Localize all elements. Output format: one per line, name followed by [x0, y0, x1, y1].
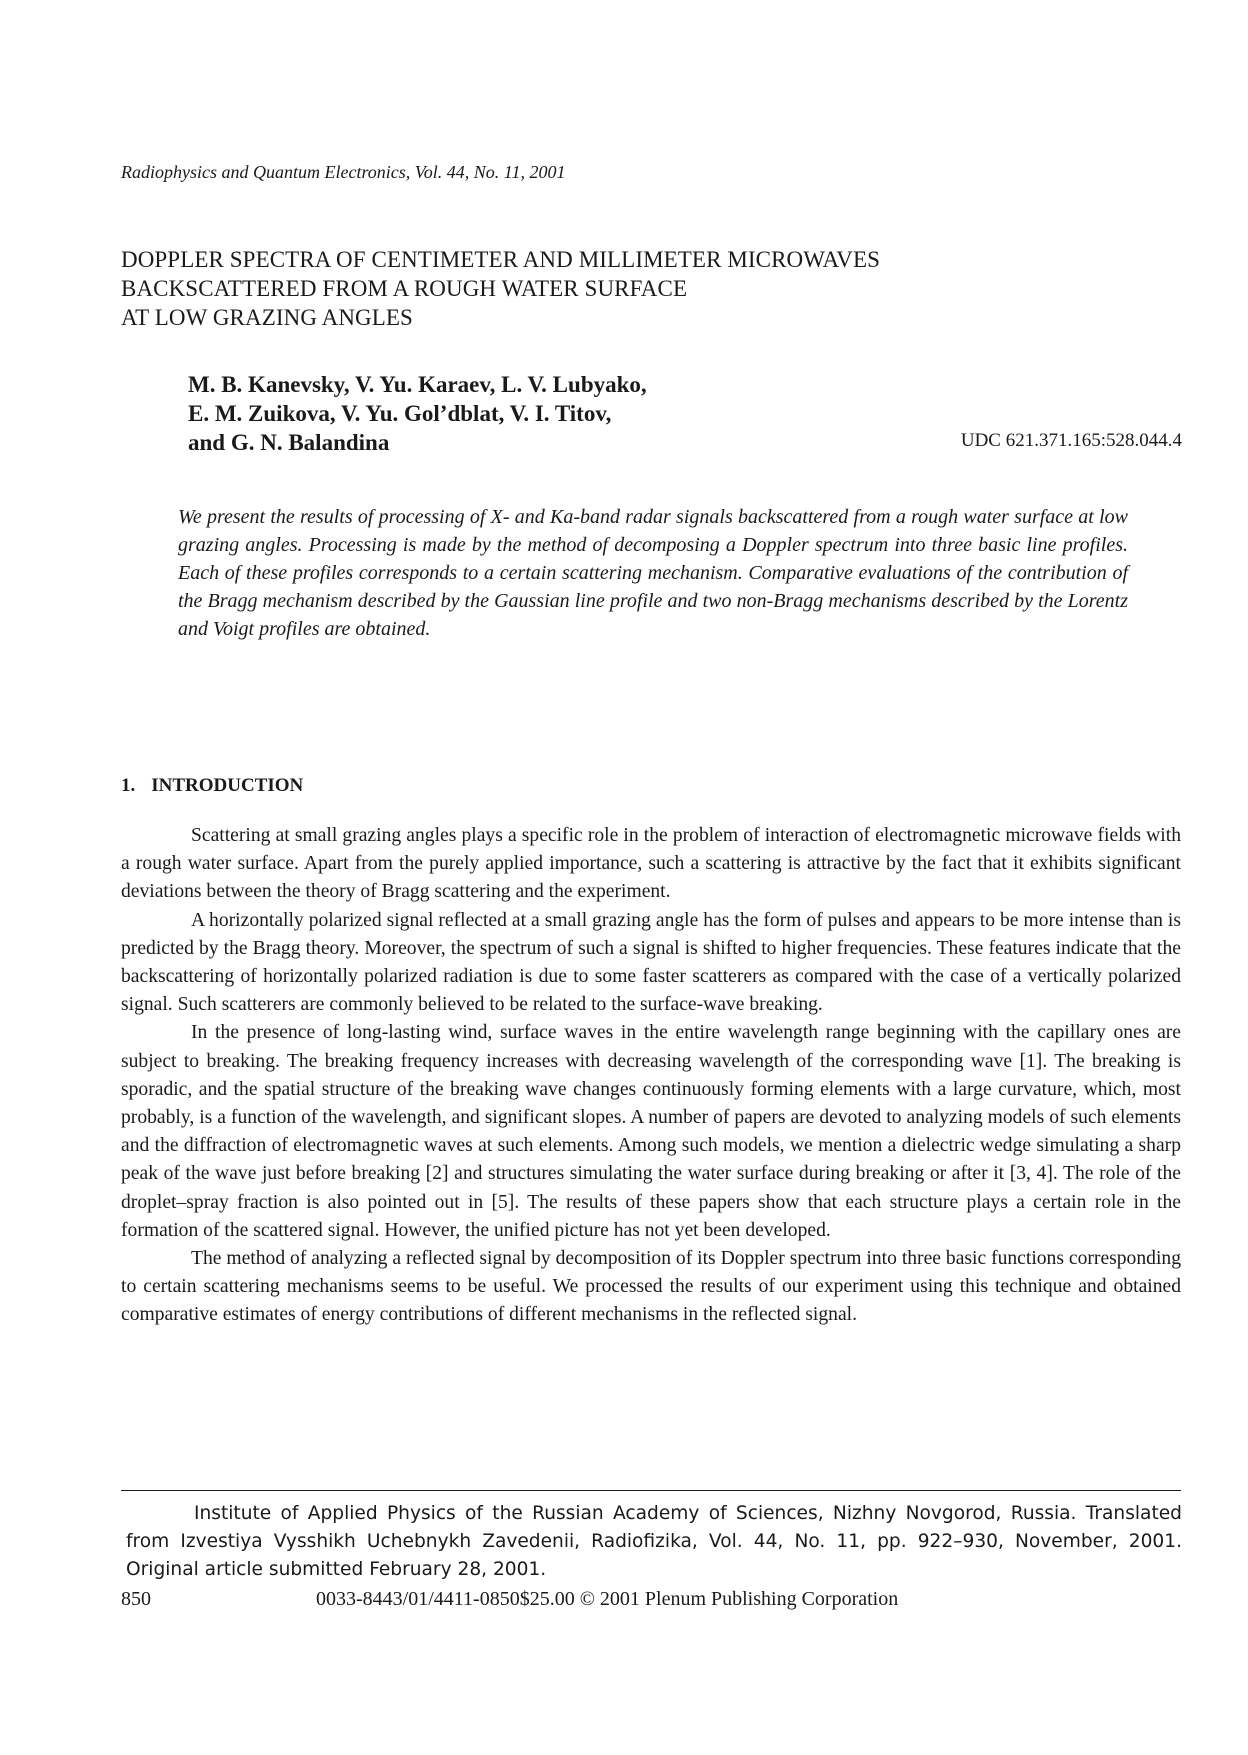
abstract: We present the results of processing of X- and Ka-band radar signals backscattered from a rough water surface at low grazing angles. Processing is made by the method of decomposing a Doppler spectrum into three basic line profiles. Each of these profiles corresponds to a certain scattering mechanism. Comparative evaluations of the contribution of the Bragg mechanism described by the Gaussian line profile and two non-Bragg mechanisms described by the Lorentz and Voigt profiles are obtained. — [178, 506, 1128, 640]
footnote-divider — [121, 1490, 1181, 1491]
paper-title — [121, 245, 1131, 332]
section-heading — [121, 775, 303, 797]
footnote — [126, 1500, 1182, 1584]
paragraph: The method of analyzing a reflected signal by decomposition of its Doppler spectrum into three basic functions corresponding to certain scattering mechanisms seems to be useful. We processed the results of our experiment using this technique and obtained comparative estimates of energy contributions of different mechanisms in the reflected signal. — [121, 1248, 1181, 1326]
paragraph: In the presence of long-lasting wind, surface waves in the entire wavelength range beginning with the capillary ones are subject to breaking. The breaking frequency increases with decreasing wavelength of the corresponding wave [1]. The breaking is sporadic, and the spatial structure of the breaking wave changes continuously forming elements with a large curvature, which, most probably, is a function of the wavelength, and significant slopes. A number of papers are devoted to analyzing models of such elements and the diffraction of electromagnetic waves at such elements. Among such models, we mention a dielectric wedge simulating a sharp peak of the wave just before breaking [2] and structures simulating the water surface during breaking or after it [3, 4]. The role of the droplet–spray fraction is also pointed out in [5]. The results of these papers show that each structure plays a certain role in the formation of the scattered signal. However, the unified picture has not yet been developed. — [121, 1022, 1181, 1241]
title-line: AT LOW GRAZING ANGLES — [121, 305, 413, 330]
author-line: M. B. Kanevsky, V. Yu. Karaev, L. V. Lubyako, — [188, 372, 647, 397]
footnote-text: Institute of Applied Physics of the Russian Academy of Sciences, Nizhny Novgorod, Russia. Translated from Izvestiya Vysshikh Uchebnykh Zavedenii, Radiofizika, Vol. 44, No. 11, pp. 922–930, November, 2001. Original article submitted February 28, 2001. — [126, 1503, 1182, 1580]
author-line: E. M. Zuikova, V. Yu. Gol’dblat, V. I. Titov, — [188, 401, 612, 426]
title-line: DOPPLER SPECTRA OF CENTIMETER AND MILLIMETER MICROWAVES — [121, 247, 881, 272]
journal-header: Radiophysics and Quantum Electronics, Vol. 44, No. 11, 2001 — [121, 162, 566, 182]
udc-code: UDC 621.371.165:528.044.4 — [960, 430, 1182, 451]
section-title: INTRODUCTION — [151, 775, 304, 796]
author-list — [188, 370, 647, 457]
page-number: 850 — [121, 1588, 151, 1610]
section-number: 1. — [121, 775, 136, 796]
title-line: BACKSCATTERED FROM A ROUGH WATER SURFACE — [121, 276, 688, 301]
paragraph: A horizontally polarized signal reflected at a small grazing angle has the form of pulses and appears to be more intense than is predicted by the Bragg theory. Moreover, the spectrum of such a signal is shifted to higher frequencies. These features indicate that the backscattering of horizontally polarized radiation is due to some faster scatterers as compared with the case of a vertically polarized signal. Such scatterers are commonly believed to be related to the surface-wave breaking. — [121, 909, 1181, 1016]
copyright-line: 0033-8443/01/4411-0850$25.00 © 2001 Plenum Publishing Corporation — [316, 1588, 899, 1610]
author-line: and G. N. Balandina — [188, 430, 390, 455]
body-text — [121, 822, 1181, 1330]
paragraph: Scattering at small grazing angles plays a specific role in the problem of interaction of electromagnetic microwave fields with a rough water surface. Apart from the purely applied importance, such a scattering is attractive by the fact that it exhibits significant deviations between the theory of Bragg scattering and the experiment. — [121, 825, 1181, 903]
